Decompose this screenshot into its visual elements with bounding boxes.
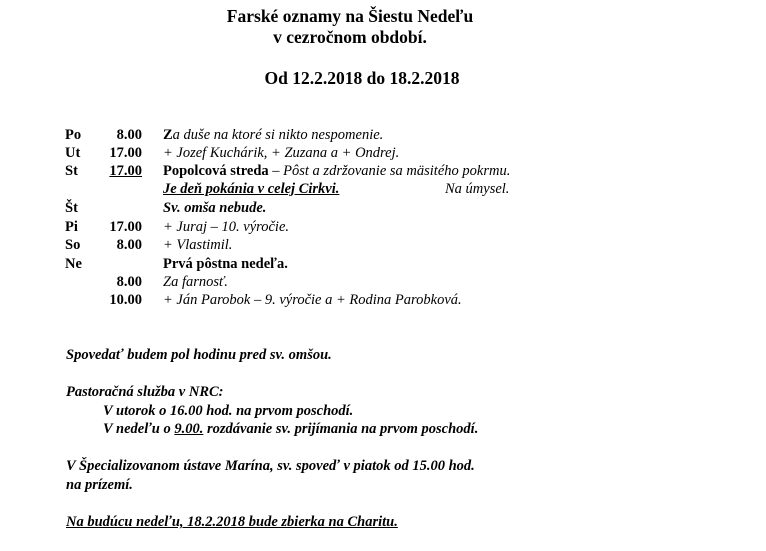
schedule-time: 17.00 [109,163,142,179]
schedule-desc: Za farnosť. [163,274,228,290]
schedule-day: St [65,163,78,179]
date-range: Od 12.2.2018 do 18.2.2018 [264,68,460,88]
schedule-desc [163,163,510,180]
nrc-title: Pastoračná služba v NRC: [66,384,224,400]
desc-text: – Pôst a zdržovanie sa mäsitého pokrmu. [268,163,511,179]
nrc-line-2 [103,421,478,438]
schedule-day: Št [65,200,78,216]
title-line-2: v cezročnom období. [273,27,427,47]
marina-line-2: na prízemí. [66,477,133,493]
desc-bold: Popolcová streda [163,163,269,179]
marina-line-1: V Špecializovanom ústave Marína, sv. spoveď v piatok od 15.00 hod. [66,458,475,474]
title-line-1: Farské oznamy na Šiestu Nedeľu [226,6,474,26]
schedule-time: 8.00 [116,127,142,143]
schedule-desc: + Jozef Kuchárik, + Zuzana a + Ondrej. [163,145,400,161]
schedule-time: 8.00 [116,237,142,253]
schedule-side-note: Na úmysel. [445,181,510,197]
schedule-desc: + Juraj – 10. výročie. [163,219,290,235]
schedule-day: Pi [65,219,78,235]
schedule-day: Ne [65,256,82,272]
schedule-time: 10.00 [109,292,142,308]
schedule-desc: Sv. omša nebude. [163,200,267,216]
schedule-time: 17.00 [109,219,142,235]
schedule-time: 8.00 [116,274,142,290]
schedule-desc: + Vlastimil. [163,237,233,253]
nrc-line-2-b: rozdávanie sv. prijímania na prvom poschodí. [203,421,479,437]
confession-note: Spovedať budem pol hodinu pred sv. omšou. [66,347,332,363]
schedule-day: Ut [65,145,81,161]
schedule-day: Po [65,127,82,143]
schedule-time: 17.00 [109,145,142,161]
schedule-desc: Prvá pôstna nedeľa. [163,256,288,272]
schedule-day: So [65,237,81,253]
schedule-desc: Je deň pokánia v celej Cirkvi. [163,181,340,197]
nrc-line-1: V utorok o 16.00 hod. na prvom poschodí. [103,403,354,419]
nrc-line-2-a: V nedeľu o [103,421,175,437]
collection-note: Na budúcu nedeľu, 18.2.2018 bude zbierka na Charitu. [66,514,398,530]
nrc-line-2-time: 9.00. [174,421,204,437]
schedule-desc [163,127,383,144]
desc-lead: Z [163,127,173,143]
desc-text: a duše na ktoré si nikto nespomenie. [172,127,384,143]
schedule-desc: + Ján Parobok – 9. výročie a + Rodina Parobková. [163,292,462,308]
